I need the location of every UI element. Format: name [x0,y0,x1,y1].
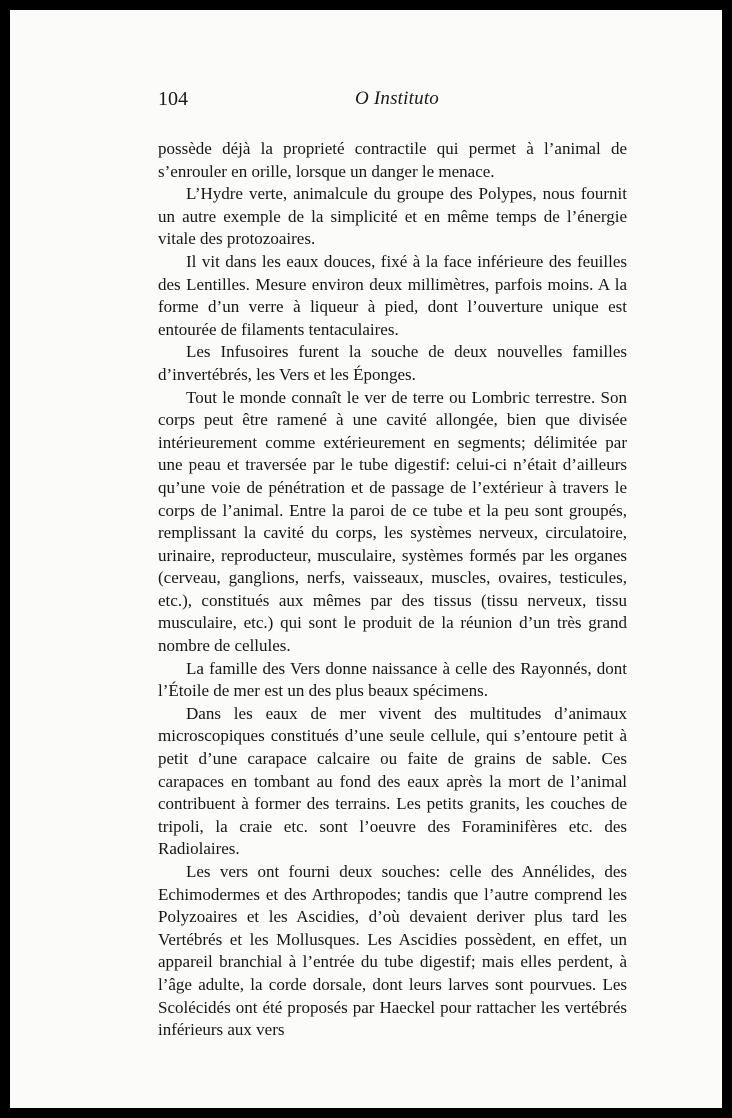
paragraph: Les Infusoires furent la souche de deux nouvelles familles d’invertébrés, les Vers et les Éponges. [158,342,627,384]
body-text [158,138,627,1042]
book-page [10,10,722,1108]
page-number: 104 [158,88,188,110]
page-header [158,88,636,118]
paragraph: Tout le monde connaît le ver de terre ou Lombric terrestre. Son corps peut être ramené à une cavité allongée, bien que divisée intérieurement comme extérieurement en segments; délimitée par une peau et traversée par le tube digestif: celui-ci n’était d’ailleurs qu’une voie de pénétration et de passage de l’extérieur à travers le corps de l’animal. Entre la paroi de ce tube et la peu sont groupés, remplissant la cavité du corps, les systèmes nerveux, circulatoire, urinaire, reproducteur, musculaire, systèmes formés par les organes (cerveau, ganglions, nerfs, vaisseaux, muscles, ovaires, testicules, etc.), constitués aux mêmes par des tissus (tissu nerveux, tissu musculaire, etc.) qui sont le produit de la réunion d’un très grand nombre de cellules. [158,387,627,656]
running-title: O Instituto [354,88,439,109]
paragraph: possède déjà la proprieté contractile qui permet à l’animal de s’enrouler en orille, lorsque un danger le menace. [158,139,627,181]
paragraph: Il vit dans les eaux douces, fixé à la face inférieure des feuilles des Lentilles. Mesure environ deux millimètres, parfois moins. A la forme d’un verre à liqueur à pied, dont l’ouverture unique est entourée de filaments tentaculaires. [158,251,627,339]
paragraph: La famille des Vers donne naissance à celle des Rayonnés, dont l’Étoile de mer est un des plus beaux spécimens. [158,658,627,701]
paragraph: Les vers ont fourni deux souches: celle des Annélides, des Echimodermes et des Arthropodes; tandis que l’autre comprend les Polyzoaires et les Ascidies, d’où devaient deriver plus tard les Vertébrés et les Mollusques. Les Ascidies possèdent, en effet, un appareil branchial à l’entrée du tube digestif; mais elles perdent, à l’âge adulte, la corde dorsale, dont leurs larves sont pourvues. Les Scolécidés ont été proposés par Haeckel pour rattacher les vertébrés inférieurs aux vers [158,862,627,1040]
paragraph: Dans les eaux de mer vivent des multitudes d’animaux microscopiques constitués d’une seule cellule, qui s’entoure petit à petit d’une carapace calcaire ou faite de grains de sable. Ces carapaces en tombant au fond des eaux après la mort de l’animal contribuent à former des terrains. Les petits granits, les couches de tripoli, la craie etc. sont l’oeuvre des Foraminifères etc. des Radiolaires. [158,703,627,859]
paragraph: L’Hydre verte, animalcule du groupe des Polypes, nous fournit un autre exemple de la simplicité et en même temps de l’énergie vitale des protozoaires. [158,184,627,249]
